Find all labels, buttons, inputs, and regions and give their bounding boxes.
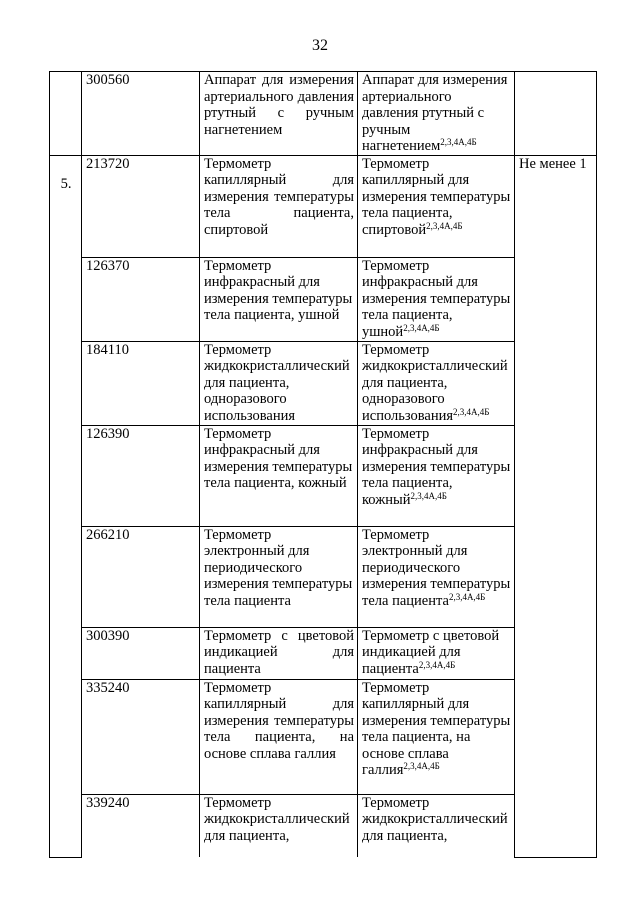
requirement-cell xyxy=(358,679,515,794)
table-row xyxy=(50,794,597,857)
code-cell: 126390 xyxy=(82,425,200,526)
requirement-text: Термометр инфракрасный для измерения температуры тела пациента, ушной xyxy=(362,257,511,340)
quantity-text: Не менее 1 xyxy=(519,155,587,172)
item-name-cell: Термометр капиллярный для измерения температуры тела пациента, спиртовой xyxy=(200,155,358,257)
requirement-cell xyxy=(358,72,515,156)
requirement-text: Термометр электронный для периодического измерения температуры тела пациента xyxy=(362,526,511,609)
requirement-cell xyxy=(358,155,515,257)
code-cell: 266210 xyxy=(82,526,200,627)
table-row xyxy=(50,341,597,425)
requirement-cell xyxy=(358,794,515,857)
item-name-cell: Термометр инфракрасный для измерения температуры тела пациента, ушной xyxy=(200,257,358,341)
code-cell: 184110 xyxy=(82,341,200,425)
table-row xyxy=(50,257,597,341)
requirement-cell xyxy=(358,627,515,679)
code-cell: 126370 xyxy=(82,257,200,341)
requirement-cell xyxy=(358,257,515,341)
requirement-footnote: 2,3,4А,4Б xyxy=(453,406,490,417)
item-name-cell: Термометр жидкокристаллический для пациента, xyxy=(200,794,358,857)
item-name-cell: Аппарат для измерения артериального давления ртутный с ручным нагнетением xyxy=(200,72,358,156)
requirement-footnote: 2,3,4А,4Б xyxy=(426,220,463,231)
table-row xyxy=(50,627,597,679)
item-name-cell: Термометр капиллярный для измерения температуры тела пациента, на основе сплава галлия xyxy=(200,679,358,794)
requirement-text: Термометр жидкокристаллический для пациента, одноразового использования xyxy=(362,341,508,424)
code-cell: 213720 xyxy=(82,155,200,257)
equipment-table xyxy=(49,71,597,858)
requirement-text: Аппарат для измерения артериального давления ртутный с ручным нагнетением xyxy=(362,72,508,154)
requirement-text: Термометр инфракрасный для измерения температуры тела пациента, кожный xyxy=(362,425,511,508)
requirement-text: Термометр капиллярный для измерения температуры тела пациента, на основе сплава галлия xyxy=(362,679,511,778)
requirement-footnote: 2,3,4А,4Б xyxy=(403,761,440,771)
equipment-table-body xyxy=(50,72,597,858)
requirement-footnote: 2,3,4А,4Б xyxy=(403,322,440,333)
item-name-cell: Термометр электронный для периодического измерения температуры тела пациента xyxy=(200,526,358,627)
code-cell: 300560 xyxy=(82,72,200,156)
requirement-footnote: 2,3,4А,4Б xyxy=(448,591,486,602)
table-row xyxy=(50,72,597,156)
row-number-cell xyxy=(50,155,82,857)
item-name-cell: Термометр жидкокристаллический для пациента, одноразового использования xyxy=(200,341,358,425)
quantity-cell xyxy=(515,72,597,156)
requirement-footnote: 2,3,4А,4Б xyxy=(418,659,456,670)
code-cell: 335240 xyxy=(82,679,200,794)
requirement-text: Термометр капиллярный для измерения температуры тела пациента, спиртовой xyxy=(362,155,511,238)
table-row xyxy=(50,526,597,627)
requirement-footnote: 2,3,4А,4Б xyxy=(440,137,477,147)
quantity-cell xyxy=(515,155,597,857)
row-number: 5. xyxy=(60,175,72,192)
requirement-cell xyxy=(358,425,515,526)
item-name-cell: Термометр инфракрасный для измерения температуры тела пациента, кожный xyxy=(200,425,358,526)
requirement-text: Термометр с цветовой индикацией для пациента xyxy=(362,627,500,677)
requirement-cell xyxy=(358,341,515,425)
requirement-text: Термометр жидкокристаллический для пациента, xyxy=(362,794,508,844)
code-cell: 339240 xyxy=(82,794,200,857)
page-number: 32 xyxy=(312,37,328,54)
table-row xyxy=(50,425,597,526)
row-number-cell xyxy=(50,72,82,156)
item-name-cell: Термометр с цветовой индикацией для пациента xyxy=(200,627,358,679)
table-row xyxy=(50,155,597,257)
table-row xyxy=(50,679,597,794)
code-cell: 300390 xyxy=(82,627,200,679)
requirement-cell xyxy=(358,526,515,627)
requirement-footnote: 2,3,4А,4Б xyxy=(410,490,447,501)
